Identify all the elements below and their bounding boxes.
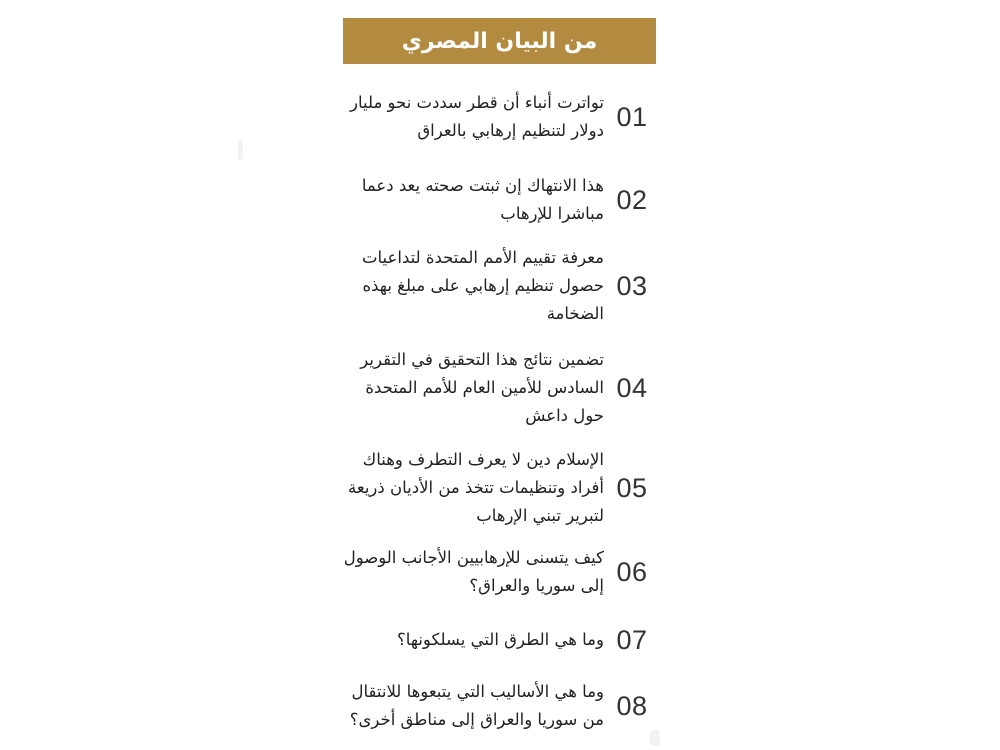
list-item [343, 618, 656, 662]
list-item [343, 238, 656, 334]
panel-title: من البيان المصري [401, 28, 598, 54]
item-number: 08 [616, 690, 648, 721]
item-number: 02 [616, 184, 648, 215]
item-text: هذا الانتهاك إن ثبتت صحته يعد دعما مباشرا للإرهاب [361, 176, 604, 223]
decorative-mark-left [238, 140, 243, 160]
item-text: تواترت أنباء أن قطر سددت نحو مليار دولار لتنظيم إرهابي بالعراق [350, 93, 604, 140]
list-item [343, 440, 656, 536]
list-item [343, 536, 656, 608]
item-text: معرفة تقييم الأمم المتحدة لتداعيات حصول تنظيم إرهابي على مبلغ بهذه الضخامة [361, 248, 604, 323]
item-number: 05 [616, 472, 648, 503]
panel-header [343, 18, 656, 64]
item-number: 04 [616, 372, 648, 403]
list-item [343, 340, 656, 436]
list-item [343, 80, 656, 154]
list-item [343, 670, 656, 742]
item-number: 07 [616, 624, 648, 655]
item-text: كيف يتسنى للإرهابيين الأجانب الوصول إلى سوريا والعراق؟ [343, 548, 604, 595]
statement-panel [343, 18, 656, 729]
item-number: 01 [616, 101, 648, 132]
item-text: الإسلام دين لا يعرف التطرف وهناك أفراد وتنظيمات تتخذ من الأديان ذريعة لتبرير تبني الإرهاب [348, 450, 604, 525]
item-number: 03 [616, 270, 648, 301]
list-item [343, 164, 656, 236]
item-text: تضمين نتائج هذا التحقيق في التقرير السادس للأمين العام للأمم المتحدة حول داعش [360, 350, 604, 425]
item-number: 06 [616, 556, 648, 587]
item-text: وما هي الأساليب التي يتبعوها للانتقال من سوريا والعراق إلى مناطق أخرى؟ [349, 682, 604, 729]
item-text: وما هي الطرق التي يسلكونها؟ [396, 630, 604, 649]
